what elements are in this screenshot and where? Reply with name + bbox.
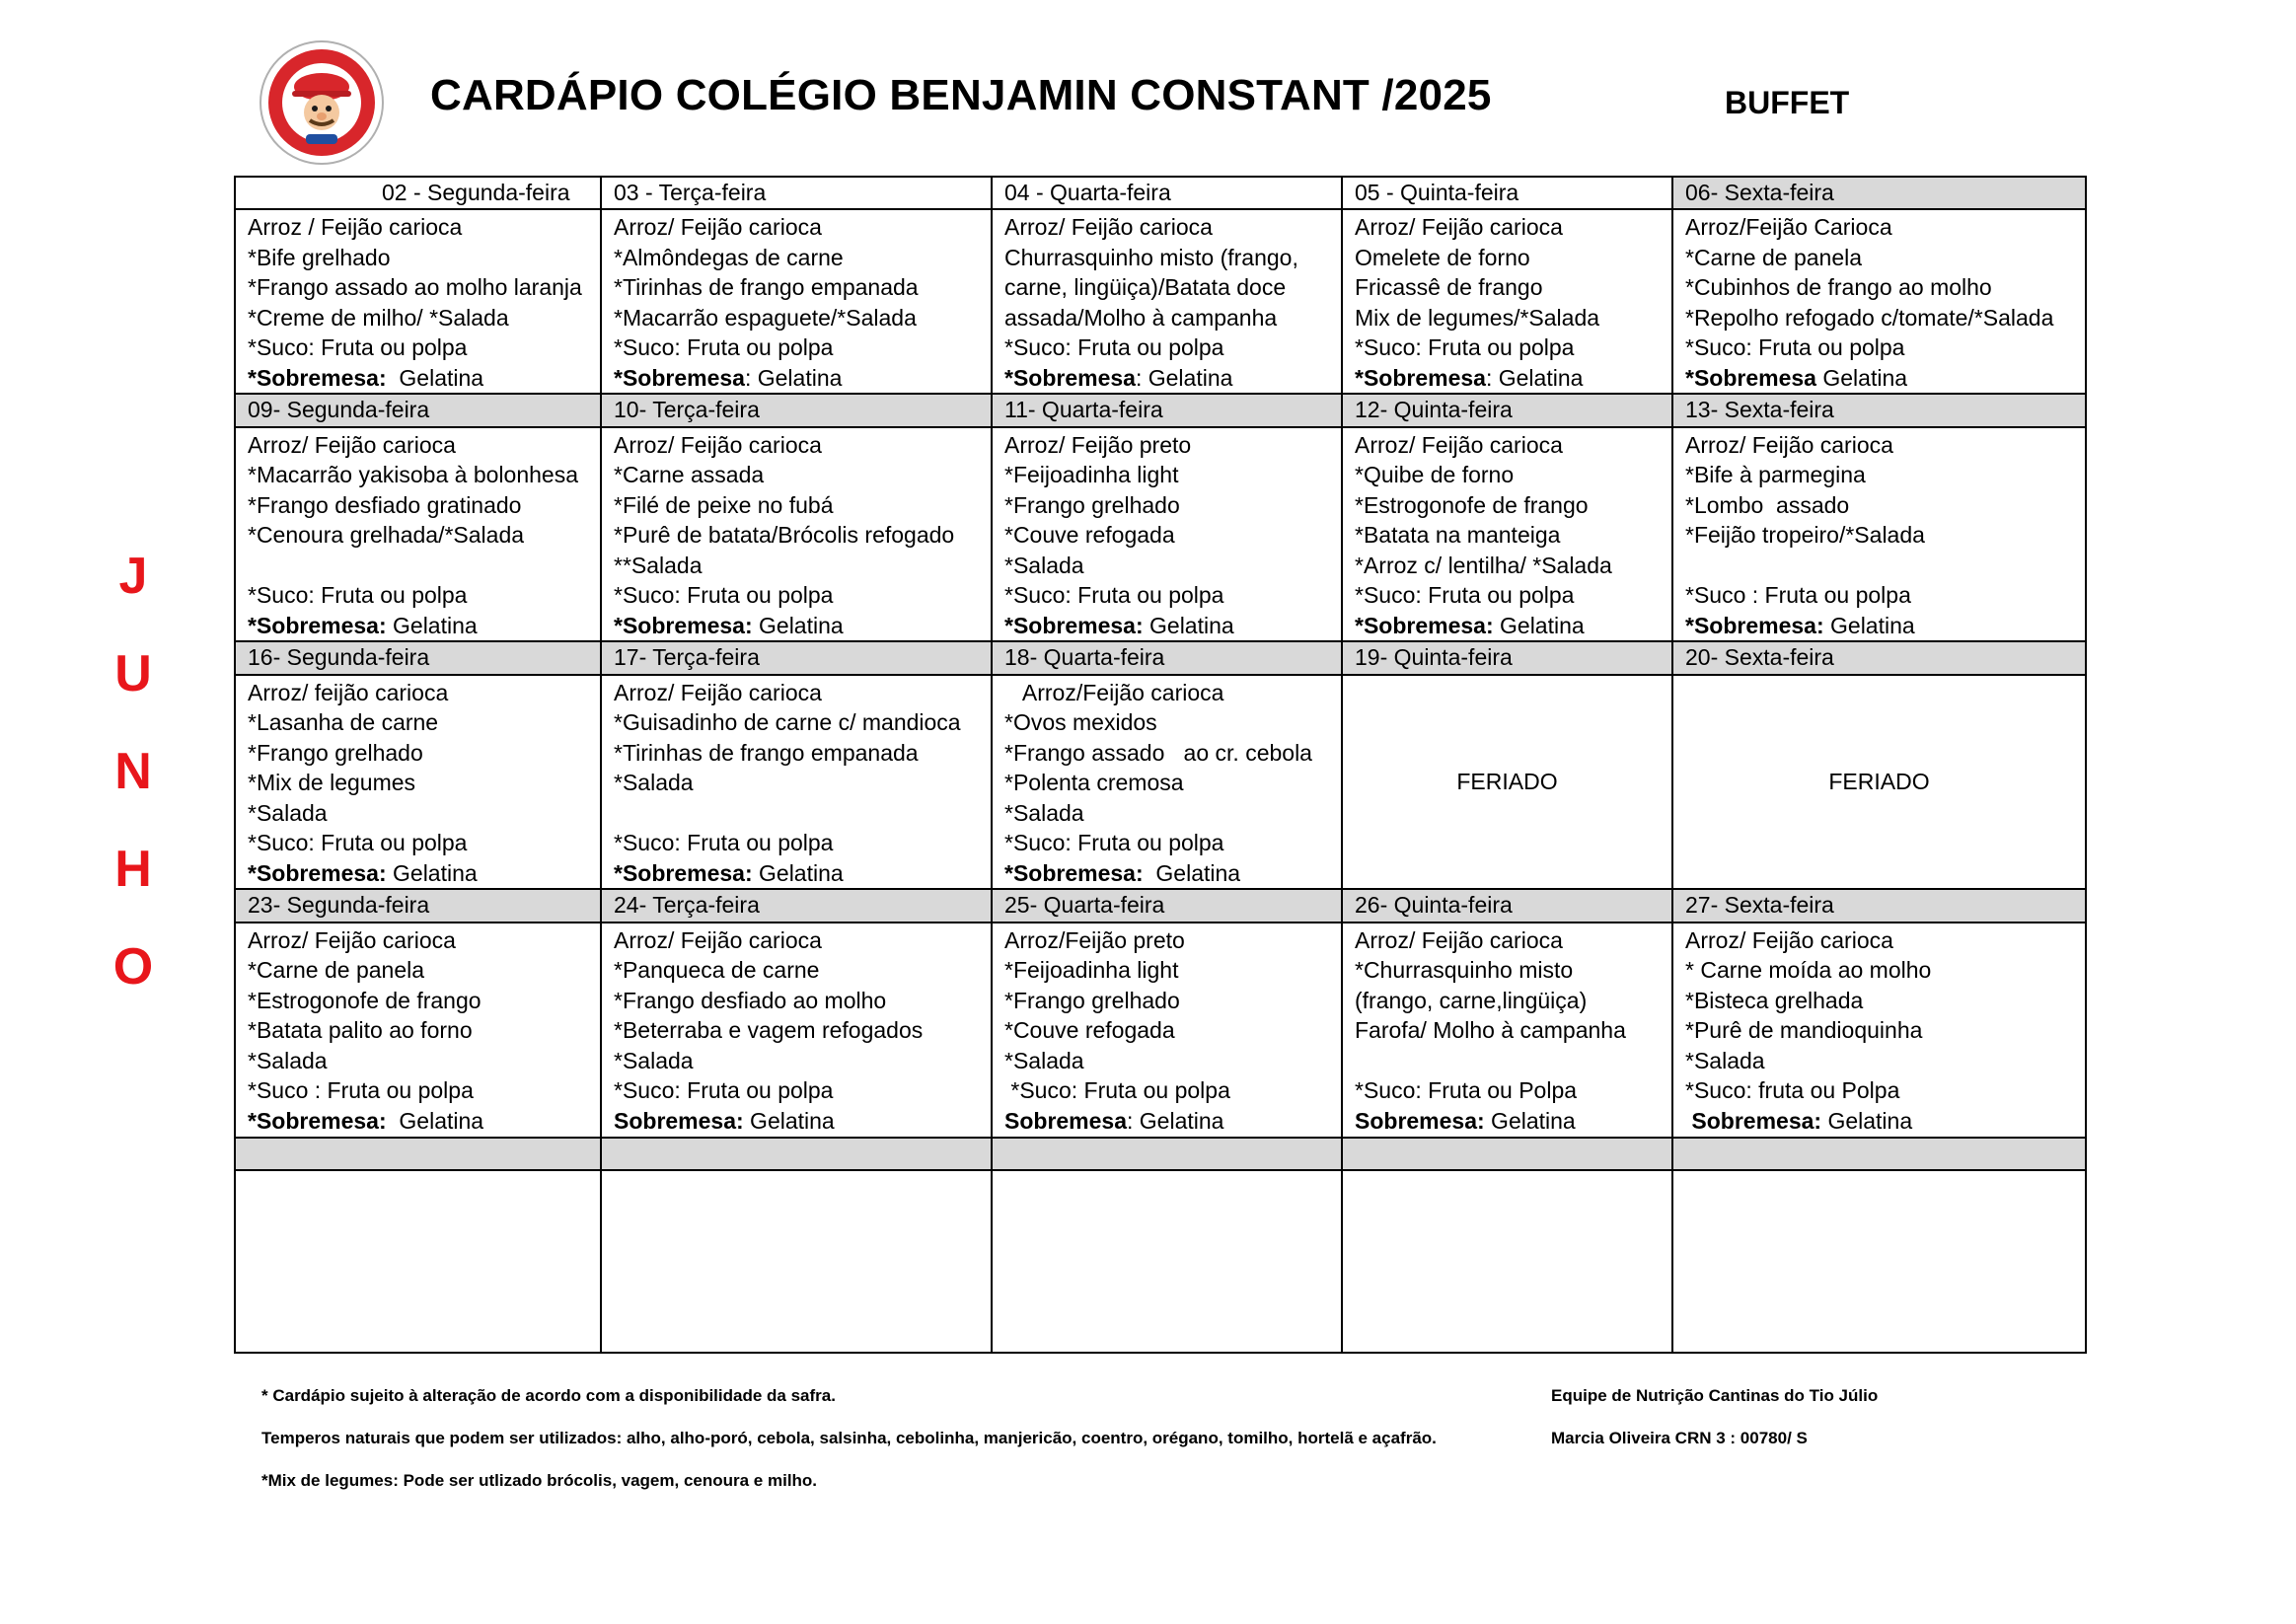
menu-item: *Suco: Fruta ou polpa xyxy=(614,582,834,609)
menu-item xyxy=(1685,611,2085,641)
month-letter: O xyxy=(112,938,154,996)
buffet-label: BUFFET xyxy=(1725,85,1850,120)
menu-item: *Suco : Fruta ou polpa xyxy=(1685,582,1911,609)
menu-item xyxy=(614,858,991,889)
menu-item: *Purê de mandioquinha xyxy=(1685,1017,1923,1044)
menu-item xyxy=(1355,1106,1671,1137)
menu-item: Omelete de forno xyxy=(1355,244,1530,270)
menu-item: *Estrogonofe de frango xyxy=(248,987,481,1013)
menu-item: Arroz/ feijão carioca xyxy=(248,679,449,705)
dessert-value: : Gelatina xyxy=(1485,364,1584,391)
day-header: 05 - Quinta-feira xyxy=(1342,177,1672,209)
menu-item xyxy=(1685,363,2085,394)
day-header: 17- Terça-feira xyxy=(601,641,992,674)
day-header: 13- Sexta-feira xyxy=(1672,394,2086,426)
day-header: 26- Quinta-feira xyxy=(1342,889,1672,922)
menu-item xyxy=(1355,611,1671,641)
menu-item: *Suco: fruta ou Polpa xyxy=(1685,1077,1900,1104)
menu-item: *Suco: Fruta ou polpa xyxy=(1355,334,1575,361)
menu-item xyxy=(1685,1106,2085,1137)
menu-item: *Frango assado ao molho laranja xyxy=(248,274,582,301)
day-header: 02 - Segunda-feira xyxy=(235,177,601,209)
menu-item: *Feijoadinha light xyxy=(1004,957,1179,984)
dessert-label: *Sobremesa xyxy=(614,364,745,391)
menu-item: **Salada xyxy=(614,552,703,578)
dessert-value: Gelatina xyxy=(752,612,844,638)
menu-item: *Suco: Fruta ou polpa xyxy=(1004,582,1224,609)
dessert-value: : Gelatina xyxy=(1127,1107,1224,1134)
menu-item: *Suco: Fruta ou polpa xyxy=(1685,334,1905,361)
dessert-label: *Sobremesa: xyxy=(614,612,753,638)
menu-item xyxy=(1004,1106,1341,1137)
dessert-label: *Sobremesa: xyxy=(614,859,753,886)
menu-item: *Mix de legumes xyxy=(248,770,416,796)
menu-item: *Salada xyxy=(1004,552,1084,578)
dessert-label: *Sobremesa: xyxy=(248,859,387,886)
dessert-label: *Sobremesa: xyxy=(248,1107,387,1134)
empty-header-cell xyxy=(992,1138,1342,1170)
menu-cell xyxy=(235,675,601,890)
menu-item: *Macarrão espaguete/*Salada xyxy=(614,304,917,331)
menu-cell xyxy=(1672,923,2086,1138)
menu-item: *Frango assado ao cr. cebola xyxy=(1004,739,1312,766)
holiday-label: FERIADO xyxy=(1456,769,1558,795)
menu-item: *Salada xyxy=(1004,1047,1084,1073)
dessert-value: Gelatina xyxy=(752,859,844,886)
menu-item: *Estrogonofe de frango xyxy=(1355,491,1589,518)
menu-cell xyxy=(235,923,601,1138)
menu-item: *Tirinhas de frango empanada xyxy=(614,739,919,766)
holiday-label: FERIADO xyxy=(1828,769,1930,795)
footer-note-temperos: Temperos naturais que podem ser utilizados: alho, alho-poró, cebola, salsinha, cebolinha, manjericão, coentro, orégano, tomilho, hortelã e açafrão. xyxy=(261,1429,1437,1447)
day-header: 24- Terça-feira xyxy=(601,889,992,922)
dessert-value: Gelatina xyxy=(1143,859,1241,886)
menu-item: Arroz/ Feijão carioca xyxy=(248,926,456,953)
menu-item xyxy=(248,858,600,889)
menu-item: carne, lingüiça)/Batata doce xyxy=(1004,274,1287,301)
dessert-label: *Sobremesa: xyxy=(1004,612,1144,638)
empty-cell xyxy=(235,1170,601,1353)
menu-item: *Suco: Fruta ou polpa xyxy=(1004,1077,1230,1104)
menu-item: *Quibe de forno xyxy=(1355,462,1515,488)
day-header: 04 - Quarta-feira xyxy=(992,177,1342,209)
dessert-label: *Sobremesa xyxy=(1355,364,1486,391)
menu-item xyxy=(614,798,991,829)
menu-cell xyxy=(601,675,992,890)
menu-item xyxy=(248,551,600,581)
menu-item: Arroz/ Feijão carioca xyxy=(614,926,822,953)
day-header: 20- Sexta-feira xyxy=(1672,641,2086,674)
dessert-value: Gelatina xyxy=(1143,612,1234,638)
menu-item: *Frango grelhado xyxy=(1004,987,1180,1013)
menu-item: *Guisadinho de carne c/ mandioca xyxy=(614,709,961,736)
menu-item: *Arroz c/ lentilha/ *Salada xyxy=(1355,552,1612,578)
menu-item: Fricassê de frango xyxy=(1355,274,1543,301)
menu-item: *Couve refogada xyxy=(1004,522,1175,549)
menu-item: *Suco: Fruta ou polpa xyxy=(248,334,468,361)
menu-cell xyxy=(992,427,1342,642)
menu-item: *Salada xyxy=(614,1047,694,1073)
dessert-value: Gelatina xyxy=(386,859,478,886)
menu-item xyxy=(614,363,991,394)
dessert-label: Sobremesa: xyxy=(1685,1107,1822,1134)
menu-cell xyxy=(1342,209,1672,394)
menu-item: *Frango desfiado gratinado xyxy=(248,491,522,518)
menu-cell xyxy=(1342,923,1672,1138)
menu-cell xyxy=(1342,427,1672,642)
menu-item: *Carne assada xyxy=(614,462,765,488)
menu-cell xyxy=(601,923,992,1138)
menu-item xyxy=(1004,363,1341,394)
menu-item: *Almôndegas de carne xyxy=(614,244,844,270)
empty-header-cell xyxy=(235,1138,601,1170)
dessert-value: Gelatina xyxy=(1484,1107,1576,1134)
menu-item xyxy=(248,1106,600,1137)
menu-cell xyxy=(601,427,992,642)
menu-item: Arroz/Feijão preto xyxy=(1004,926,1185,953)
menu-item: *Salada xyxy=(1004,799,1084,826)
menu-item xyxy=(248,363,600,394)
menu-item: *Tirinhas de frango empanada xyxy=(614,274,919,301)
menu-item: *Batata palito ao forno xyxy=(248,1017,473,1044)
footer-note-mix: *Mix de legumes: Pode ser utlizado brócolis, vagem, cenoura e milho. xyxy=(261,1471,818,1490)
day-header: 19- Quinta-feira xyxy=(1342,641,1672,674)
menu-item: Mix de legumes/*Salada xyxy=(1355,304,1600,331)
dessert-label: Sobremesa: xyxy=(614,1107,744,1134)
dessert-value: : Gelatina xyxy=(1135,364,1233,391)
menu-item: *Macarrão yakisoba à bolonhesa xyxy=(248,462,578,488)
menu-item: *Suco: Fruta ou polpa xyxy=(248,830,468,856)
menu-item: *Lombo assado xyxy=(1685,491,1850,518)
menu-item: Arroz/ Feijão carioca xyxy=(1685,431,1893,458)
menu-item: *Salada xyxy=(248,799,328,826)
menu-item xyxy=(1685,551,2085,581)
menu-item xyxy=(614,1106,991,1137)
menu-item: *Suco: Fruta ou polpa xyxy=(614,830,834,856)
menu-item: assada/Molho à campanha xyxy=(1004,304,1278,331)
menu-item xyxy=(614,611,991,641)
menu-item: *Cenoura grelhada/*Salada xyxy=(248,522,525,549)
empty-cell xyxy=(1672,1170,2086,1353)
menu-item: *Suco: Fruta ou polpa xyxy=(1004,334,1224,361)
footer-nutritionist: Marcia Oliveira CRN 3 : 00780/ S xyxy=(1551,1429,1808,1447)
dessert-label: Sobremesa: xyxy=(1355,1107,1485,1134)
menu-item: *Salada xyxy=(248,1047,328,1073)
menu-item: *Salada xyxy=(1685,1047,1765,1073)
menu-item: Arroz/ Feijão carioca xyxy=(614,431,822,458)
menu-item: *Frango desfiado ao molho xyxy=(614,987,887,1013)
menu-item: *Suco: Fruta ou polpa xyxy=(1355,582,1575,609)
month-letter: U xyxy=(114,645,152,702)
cantinas-logo xyxy=(259,39,385,166)
dessert-value: Gelatina xyxy=(386,612,478,638)
day-header: 03 - Terça-feira xyxy=(601,177,992,209)
menu-item: *Suco: Fruta ou polpa xyxy=(614,334,834,361)
menu-item xyxy=(1004,858,1341,889)
menu-cell xyxy=(992,675,1342,890)
day-header: 27- Sexta-feira xyxy=(1672,889,2086,922)
menu-item: *Couve refogada xyxy=(1004,1017,1175,1044)
dessert-label: *Sobremesa: xyxy=(1004,859,1144,886)
footer-note-safra: * Cardápio sujeito à alteração de acordo com a disponibilidade da safra. xyxy=(261,1386,836,1405)
day-header: 18- Quarta-feira xyxy=(992,641,1342,674)
menu-item: Arroz/ Feijão carioca xyxy=(248,431,456,458)
menu-item: *Repolho refogado c/tomate/*Salada xyxy=(1685,304,2054,331)
month-letter: J xyxy=(118,548,148,605)
menu-cell xyxy=(1672,427,2086,642)
dessert-value: Gelatina xyxy=(1815,364,1908,391)
menu-item: *Beterraba e vagem refogados xyxy=(614,1017,924,1044)
menu-item: Arroz/ Feijão carioca xyxy=(1004,214,1213,241)
menu-item: *Polenta cremosa xyxy=(1004,770,1184,796)
menu-item xyxy=(248,611,600,641)
empty-header-cell xyxy=(1672,1138,2086,1170)
menu-item: *Suco: Fruta ou polpa xyxy=(614,1077,834,1104)
dessert-value: Gelatina xyxy=(1823,612,1915,638)
menu-item xyxy=(1004,611,1341,641)
menu-item: Arroz/ Feijão carioca xyxy=(614,679,822,705)
menu-item: Churrasquinho misto (frango, xyxy=(1004,244,1298,270)
menu-item: *Bisteca grelhada xyxy=(1685,987,1864,1013)
menu-item: *Purê de batata/Brócolis refogado xyxy=(614,522,955,549)
menu-item: *Filé de peixe no fubá xyxy=(614,491,834,518)
menu-item: Arroz/ Feijão carioca xyxy=(1355,431,1563,458)
footer-team: Equipe de Nutrição Cantinas do Tio Júlio xyxy=(1551,1386,1879,1405)
menu-item: Arroz/Feijão Carioca xyxy=(1685,214,1892,241)
menu-item: * Carne moída ao molho xyxy=(1685,957,1932,984)
menu-item: *Suco : Fruta ou polpa xyxy=(248,1077,474,1104)
menu-item: *Suco: Fruta ou polpa xyxy=(248,582,468,609)
menu-item: *Creme de milho/ *Salada xyxy=(248,304,509,331)
menu-item: Arroz/ Feijão preto xyxy=(1004,431,1192,458)
menu-item: *Frango grelhado xyxy=(1004,491,1180,518)
menu-item: *Churrasquinho misto xyxy=(1355,957,1574,984)
page-title: CARDÁPIO COLÉGIO BENJAMIN CONSTANT /2025 xyxy=(430,71,1492,119)
menu-item: *Suco: Fruta ou polpa xyxy=(1004,830,1224,856)
dessert-label: *Sobremesa xyxy=(1685,364,1816,391)
menu-table xyxy=(234,176,2087,1354)
holiday-cell xyxy=(1342,675,1672,890)
menu-item: *Frango grelhado xyxy=(248,739,423,766)
dessert-label: *Sobremesa: xyxy=(248,612,387,638)
menu-item: Arroz/ Feijão carioca xyxy=(1355,926,1563,953)
dessert-label: *Sobremesa: xyxy=(1355,612,1494,638)
dessert-value: : Gelatina xyxy=(744,364,843,391)
menu-item: Arroz/Feijão carioca xyxy=(1004,679,1224,705)
dessert-value: Gelatina xyxy=(1821,1107,1913,1134)
menu-item: *Feijoadinha light xyxy=(1004,462,1179,488)
menu-item: *Panqueca de carne xyxy=(614,957,820,984)
day-header: 25- Quarta-feira xyxy=(992,889,1342,922)
menu-item: *Salada xyxy=(614,770,694,796)
menu-item: Arroz/ Feijão carioca xyxy=(614,214,822,241)
menu-item: *Cubinhos de frango ao molho xyxy=(1685,274,1992,301)
dessert-label: *Sobremesa: xyxy=(1685,612,1824,638)
menu-item: (frango, carne,lingüiça) xyxy=(1355,987,1588,1013)
day-header: 23- Segunda-feira xyxy=(235,889,601,922)
menu-item: *Lasanha de carne xyxy=(248,709,439,736)
day-header: 10- Terça-feira xyxy=(601,394,992,426)
day-header: 06- Sexta-feira xyxy=(1672,177,2086,209)
empty-cell xyxy=(1342,1170,1672,1353)
month-letter: H xyxy=(114,841,152,898)
menu-item: *Bife à parmegina xyxy=(1685,462,1866,488)
dessert-value: Gelatina xyxy=(1493,612,1585,638)
holiday-cell xyxy=(1672,675,2086,890)
menu-cell xyxy=(235,209,601,394)
dessert-label: Sobremesa xyxy=(1004,1107,1128,1134)
empty-cell xyxy=(601,1170,992,1353)
dessert-value: Gelatina xyxy=(386,1107,484,1134)
month-vertical-label xyxy=(104,528,163,1016)
day-header: 16- Segunda-feira xyxy=(235,641,601,674)
menu-item: *Ovos mexidos xyxy=(1004,709,1157,736)
menu-item: Arroz / Feijão carioca xyxy=(248,214,463,241)
menu-item: *Suco: Fruta ou Polpa xyxy=(1355,1077,1578,1104)
empty-header-cell xyxy=(1342,1138,1672,1170)
menu-item: *Feijão tropeiro/*Salada xyxy=(1685,522,1925,549)
menu-item: *Batata na manteiga xyxy=(1355,522,1561,549)
day-header: 09- Segunda-feira xyxy=(235,394,601,426)
dessert-label: *Sobremesa: xyxy=(248,364,387,391)
day-header: 12- Quinta-feira xyxy=(1342,394,1672,426)
day-header: 11- Quarta-feira xyxy=(992,394,1342,426)
menu-item: *Carne de panela xyxy=(1685,244,1863,270)
empty-header-cell xyxy=(601,1138,992,1170)
menu-item: *Bife grelhado xyxy=(248,244,391,270)
menu-cell xyxy=(235,427,601,642)
menu-item: Arroz/ Feijão carioca xyxy=(1355,214,1563,241)
dessert-label: *Sobremesa xyxy=(1004,364,1136,391)
menu-cell xyxy=(992,923,1342,1138)
dessert-value: Gelatina xyxy=(743,1107,835,1134)
month-letter: N xyxy=(114,743,152,800)
menu-item: Arroz/ Feijão carioca xyxy=(1685,926,1893,953)
dessert-value: Gelatina xyxy=(386,364,484,391)
empty-cell xyxy=(992,1170,1342,1353)
menu-cell xyxy=(601,209,992,394)
menu-cell xyxy=(1672,209,2086,394)
menu-item xyxy=(1355,363,1671,394)
menu-item xyxy=(1355,1046,1671,1076)
menu-item: *Carne de panela xyxy=(248,957,425,984)
menu-item: Farofa/ Molho à campanha xyxy=(1355,1017,1626,1044)
menu-cell xyxy=(992,209,1342,394)
